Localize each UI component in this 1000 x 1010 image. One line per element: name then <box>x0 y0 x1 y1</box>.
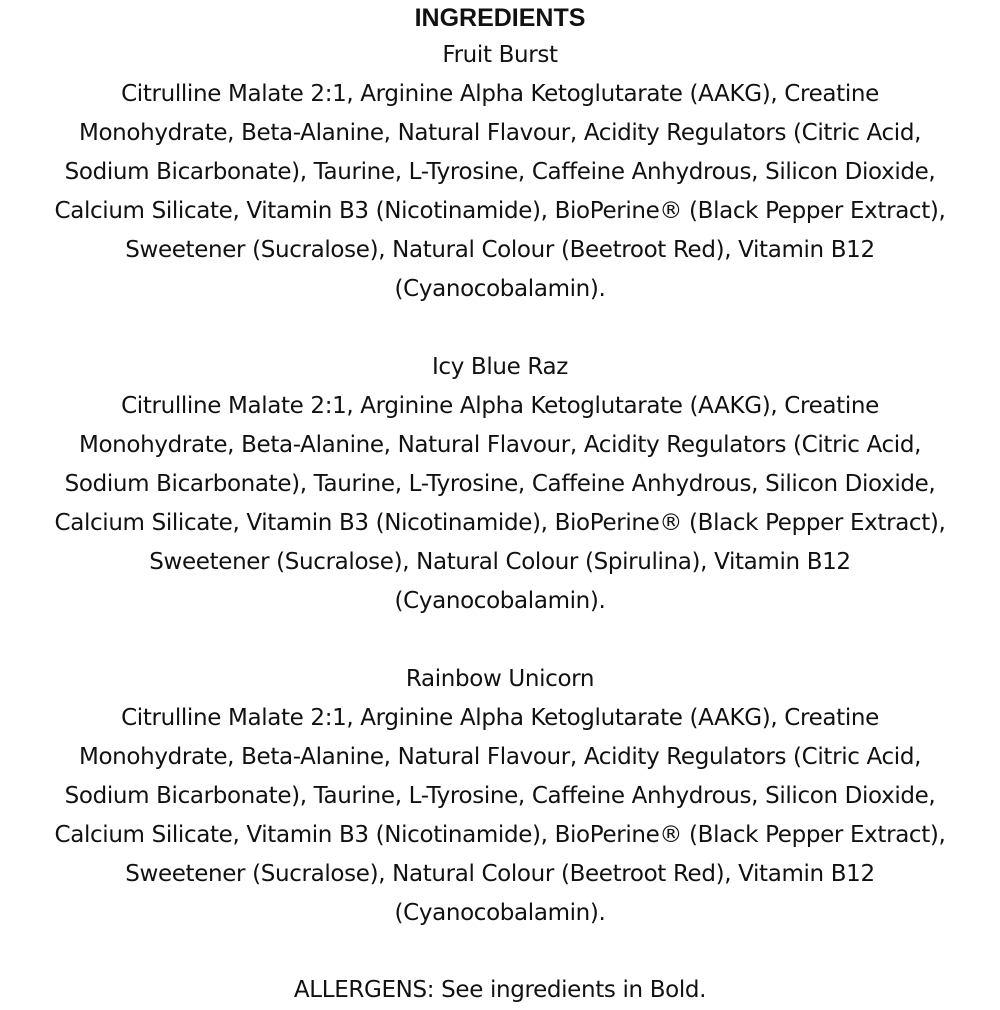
ingredient-line: (Cyanocobalamin). <box>394 900 606 926</box>
ingredient-line: Monohydrate, Beta-Alanine, Natural Flavour, Acidity Regulators (Citric Acid, <box>78 744 922 770</box>
ingredient-line: Citrulline Malate 2:1, Arginine Alpha Ketoglutarate (AAKG), Creatine <box>121 393 879 419</box>
flavour-section-fruit-burst <box>0 36 1000 309</box>
ingredient-line: Calcium Silicate, Vitamin B3 (Nicotinamide), BioPerine® (Black Pepper Extract), <box>54 822 946 848</box>
flavour-name: Fruit Burst <box>442 42 558 68</box>
ingredient-line: (Cyanocobalamin). <box>394 276 606 302</box>
ingredient-line: Calcium Silicate, Vitamin B3 (Nicotinamide), BioPerine® (Black Pepper Extract), <box>54 198 946 224</box>
ingredient-line: Sweetener (Sucralose), Natural Colour (Beetroot Red), Vitamin B12 <box>125 237 875 263</box>
ingredient-line: Sodium Bicarbonate), Taurine, L-Tyrosine, Caffeine Anhydrous, Silicon Dioxide, <box>64 783 936 809</box>
flavour-section-rainbow-unicorn <box>0 660 1000 933</box>
ingredient-line: Citrulline Malate 2:1, Arginine Alpha Ketoglutarate (AAKG), Creatine <box>121 81 879 107</box>
allergens-note: ALLERGENS: See ingredients in Bold. <box>293 977 707 1003</box>
flavour-name: Rainbow Unicorn <box>405 666 595 692</box>
ingredient-line: Monohydrate, Beta-Alanine, Natural Flavour, Acidity Regulators (Citric Acid, <box>78 432 922 458</box>
flavour-section-icy-blue-raz <box>0 348 1000 621</box>
ingredient-line: Monohydrate, Beta-Alanine, Natural Flavour, Acidity Regulators (Citric Acid, <box>78 120 922 146</box>
ingredient-line: Calcium Silicate, Vitamin B3 (Nicotinamide), BioPerine® (Black Pepper Extract), <box>54 510 946 536</box>
ingredient-line: Sweetener (Sucralose), Natural Colour (Spirulina), Vitamin B12 <box>149 549 851 575</box>
ingredient-line: (Cyanocobalamin). <box>394 588 606 614</box>
ingredient-line: Sodium Bicarbonate), Taurine, L-Tyrosine, Caffeine Anhydrous, Silicon Dioxide, <box>64 159 936 185</box>
ingredient-line: Sodium Bicarbonate), Taurine, L-Tyrosine, Caffeine Anhydrous, Silicon Dioxide, <box>64 471 936 497</box>
ingredients-heading: INGREDIENTS <box>414 4 586 32</box>
ingredient-line: Citrulline Malate 2:1, Arginine Alpha Ketoglutarate (AAKG), Creatine <box>121 705 879 731</box>
ingredient-line: Sweetener (Sucralose), Natural Colour (Beetroot Red), Vitamin B12 <box>125 861 875 887</box>
flavour-name: Icy Blue Raz <box>431 354 568 380</box>
